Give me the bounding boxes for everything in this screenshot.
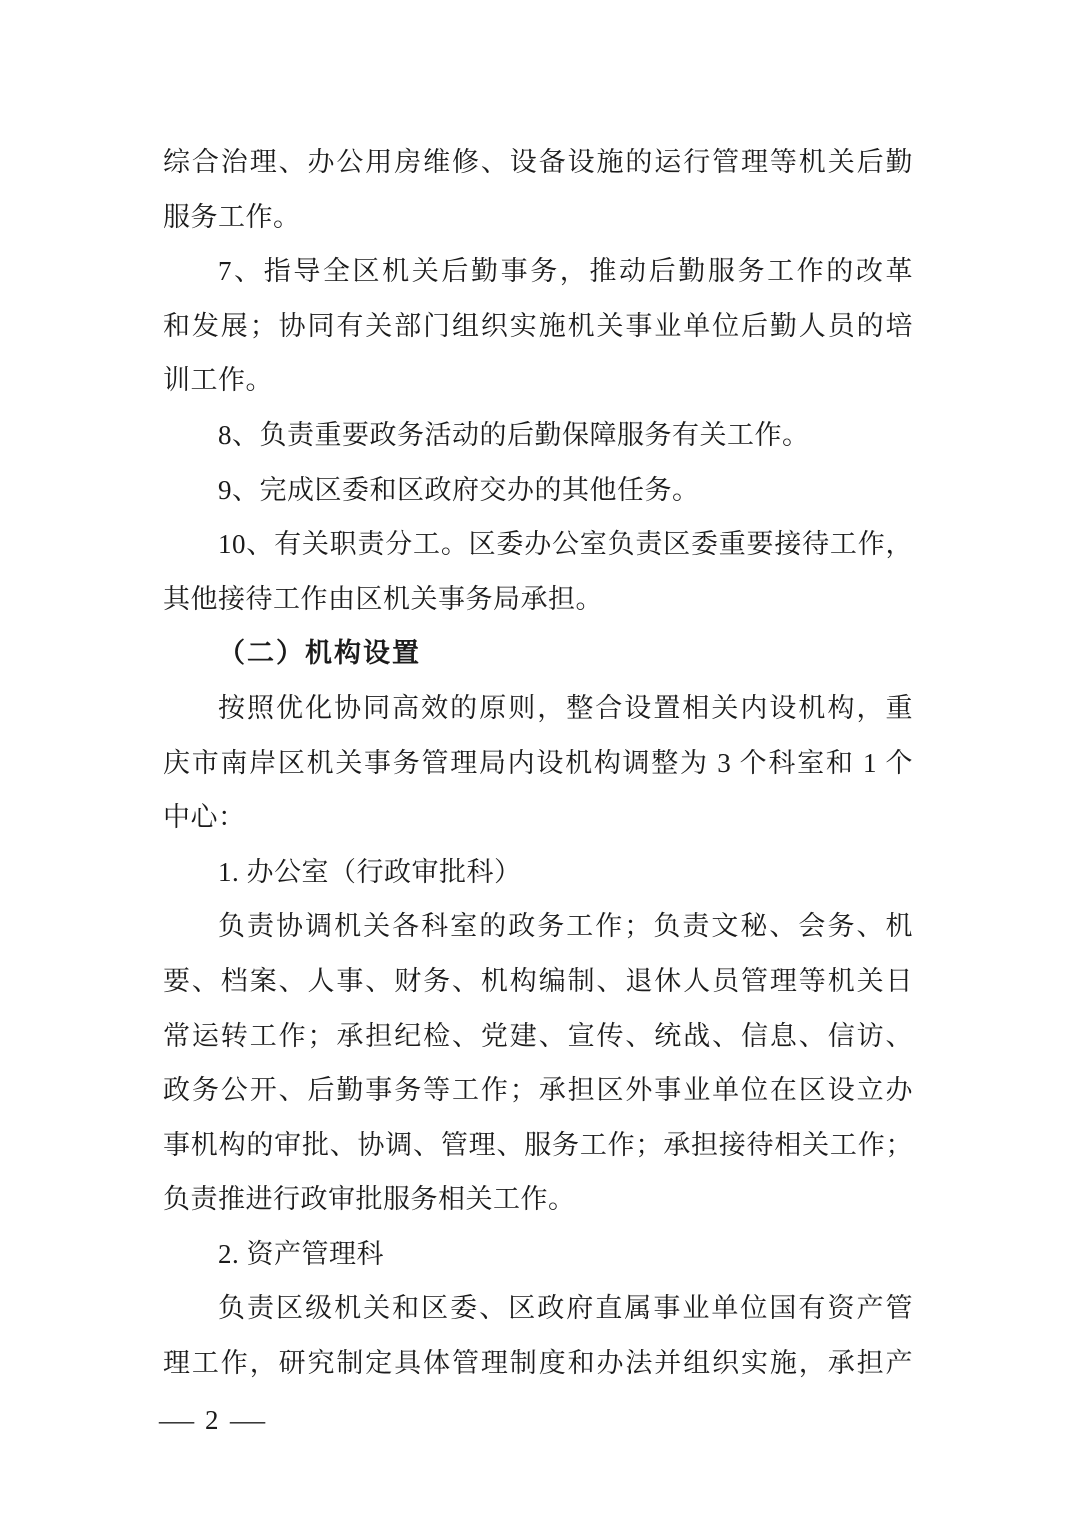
text-line: 服务工作。 [163, 201, 301, 232]
text-line: 事机构的审批、协调、管理、服务工作；承担接待相关工作； [163, 1129, 913, 1160]
text-line: 中心： [163, 802, 246, 833]
text-line: 训工作。 [163, 365, 273, 396]
text-line: 庆市南岸区机关事务管理局内设机构调整为 3 个科室和 1 个 [163, 747, 913, 778]
text-line: 负责协调机关各科室的政务工作；负责文秘、会务、机 [218, 911, 913, 942]
text-line: 负责推进行政审批服务相关工作。 [163, 1184, 576, 1215]
text-line: 8、负责重要政务活动的后勤保障服务有关工作。 [218, 419, 810, 450]
document-body [163, 135, 913, 1391]
footer-dash-left: — [158, 1405, 195, 1435]
text-line: 要、档案、人事、财务、机构编制、退休人员管理等机关日 [163, 965, 913, 996]
text-line: 理工作，研究制定具体管理制度和办法并组织实施，承担产 [163, 1348, 913, 1379]
list-item-title: 2. 资产管理科 [218, 1238, 384, 1269]
text-line: 负责区级机关和区委、区政府直属事业单位国有资产管 [218, 1293, 913, 1324]
text-line: 7、指导全区机关后勤事务，推动后勤服务工作的改革 [218, 256, 913, 287]
list-item-title: 1. 办公室（行政审批科） [218, 856, 522, 887]
page-footer [158, 1400, 265, 1440]
text-line: 常运转工作；承担纪检、党建、宣传、统战、信息、信访、 [163, 1020, 913, 1051]
text-line: 其他接待工作由区机关事务局承担。 [163, 583, 603, 614]
footer-dash-right: — [229, 1405, 265, 1435]
text-line: 和发展；协同有关部门组织实施机关事业单位后勤人员的培 [163, 310, 913, 341]
text-line: 按照优化协同高效的原则，整合设置相关内设机构，重 [218, 692, 913, 723]
text-line: 10、有关职责分工。区委办公室负责区委重要接待工作， [218, 529, 913, 560]
text-line: 9、完成区委和区政府交办的其他任务。 [218, 474, 700, 505]
section-heading: （二）机构设置 [218, 638, 421, 669]
text-line: 综合治理、办公用房维修、设备设施的运行管理等机关后勤 [163, 147, 913, 177]
page-number: 2 [205, 1405, 219, 1435]
text-line: 政务公开、后勤事务等工作；承担区外事业单位在区设立办 [163, 1075, 913, 1106]
